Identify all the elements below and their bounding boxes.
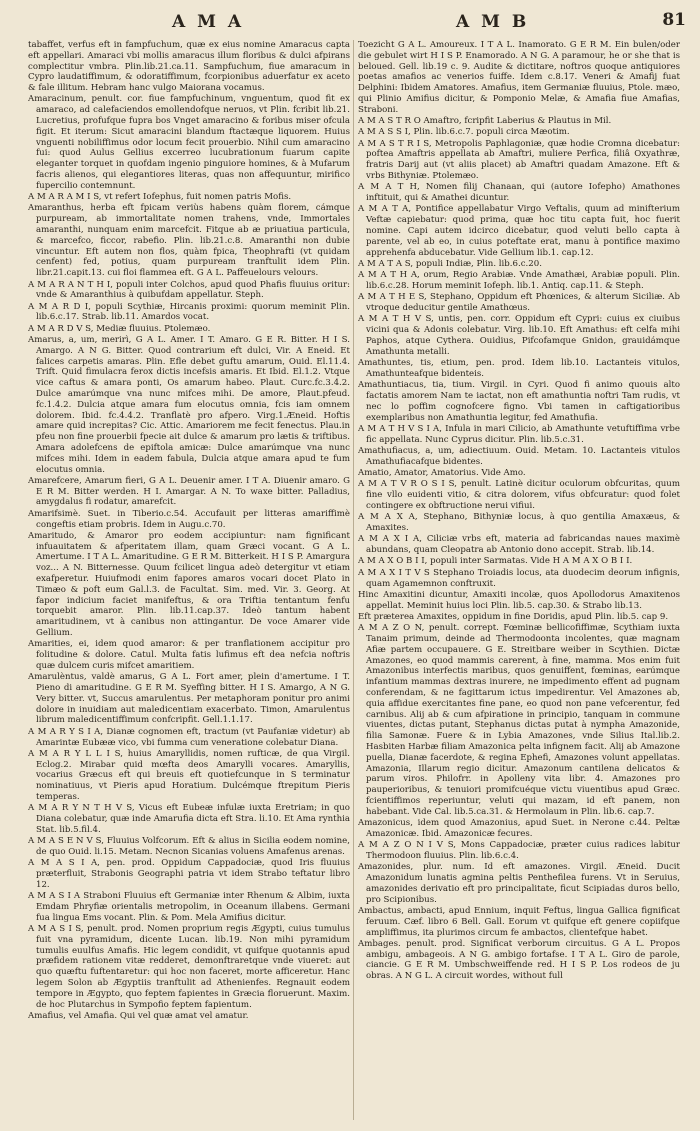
dictionary-entry: Amarulèntus, valdè amarus, G A L. Fort amer, plein d'amertume. I T. Pieno di amaritudine. G E R M. Syeffing bitter. H I S. Amargo, A N G. Very bitter. vt, Succus amarulentus. Per metaphoram ponitur pro animi dolore in inuidiam aut maledicentiam exacerbato. Timon, Amarulentus librum maledicentiffimum confcripfit. Gell.1.1.17. — [28, 672, 350, 726]
dictionary-entry: A M A R Y N T H V S, Vicus eft Eubeæ infulæ iuxta Eretriam; in quo Diana colebatur, quæ inde Amarufia dicta eft Stra. li.10. Et Ama rynthia Stat. lib.5.fil.4. — [28, 803, 350, 835]
dictionary-entry: Amarefcere, Amarum fieri, G A L. Deuenir amer. I T A. Diuenir amaro. G E R M. Bitter werden. H I. Amargar. A N. To waxe bitter. Palladius, amygdalus fi rodatur, amarefcit. — [28, 475, 350, 508]
dictionary-entry: A M A Z O N, penult. corrept. Fœminæ bellicofiffimæ, Scythiam iuxta Tanaim primum, deinde ad Thermodoonta incolentes, quæ magnam Afiæ partem occupauere. G E. Streitbare weiber in Scythien. Dictæ Amazones, eo quod mammis carerent, à fine, mamma. Mos enim fuit Amazonibus interfectis maribus, quos genuiffent, fœminas, earúmque infantium mammas dextras inurere, ne impedimento effent ad pugnam conferendam, & ne fagittarum ictus impedirentur. Vel Amazones ab, quia affidue exercitantes fine pane, eo quod non pane vefcerentur, fed carnibus. Alij ab & cum afpiratione in principio, tanquam in commune viuentes, dictas putant, Stephanus dictas putat à nympha Amazonide, filia Samonæ. Fuere & in Lybia Amazones, vnde Silius Ital.lib.2. Hasbiten Harbæ filiam Amazonica pelta infignem facit. Alij ab Amazone puella, Dianæ facerdote, & regina Ephefi, Amazones volunt appellatas. Amazonia, Illarum regio dicitur. Amazonum cantilena delicatos & parum viros. Philofrr. in Apolleny vita libr. 4. Amazones pro pauperioribus, & tenuiori promifcuéque victu viuentibus apud Græc. fcientiffimos reperiuntur, veluti qui mazam, id eft panem, non habebant. Vide Cal. lib.5.ca.31. & Hermolaum in Plin. lib.6. cap.7. — [358, 623, 680, 817]
dictionary-entry: A M A S E N V S, Fluuius Volfcorum. Eft & alius in Sicilia eodem nomine, de quo Ouid. li.15. Metam. Necnon Sicanias voluens Amafenus arenas. — [28, 836, 350, 857]
dictionary-entry: Amathuntiacus, tia, tium. Virgil. in Cyri. Quod fi animo quouis alto factatis amorem Nam te iactat, non eft amathuntia noftri Tam rudis, vt nec lo poffim cognofcere figno. Vbi tamen in caftigatioribus exemplaribus non Amathuntia legitur, fed Amathufia. — [358, 380, 680, 423]
dictionary-entry: Ambages. penult. prod. Significat verborum circuitus. G A L. Propos ambigu, ambageois. A N G. ambigo fortafse. I T A L. Giro de parole, ciancie. G E R M. Umbschweiffende red. H I S P. Los rodeos de ju obras. A N G L. A circuit wordes, without full — [358, 938, 680, 982]
dictionary-entry: A M A T H E S, Stephano, Oppidum eft Phœnices, & alterum Siciliæ. Ab vtroque deducitur gentile Amathœus. — [358, 292, 680, 314]
dictionary-entry: A M A R A N T H I, populi inter Colchos, apud quod Phafis fluuius oritur: vnde & Amaranthius à quibufdam appellatur. Steph. — [28, 279, 350, 301]
dictionary-entry: A M A X O B I I, populi inter Sarmatas. Vide H A M A X O B I I. — [358, 556, 633, 567]
dictionary-entry: A M A R Y L L I S, huius Amaryllidis, nomen rufticæ, de qua Virgil. Eclog.2. Mirabar quid mœfta deos Amarylli vocares. Amaryllis, vocarius Græcus eft qui breuis eft quotiefcunque in S terminatur nominatiuus, vt Pieris apud Horatium. Dulcémque ftrepitum Pieris temperas. — [28, 748, 350, 802]
dictionary-entry: A M A S I S, penult. prod. Nomen proprium regis Ægypti, cuius tumulus fuit vna pyramidum, dicente Lucan. lib.19. Non mihi pyramidum tumulis euulfus Amafis. Hic legem condidit, vt quifque quotannis apud præfidem rationem vitæ redderet, demonftraretque vnde viueret: aut quo quæftu fuftentaretur: qui hoc non faceret, morte afficeretur. Hanc legem Solon ab Ægyptiis tranftulit ad Athenienfes. Regnauit eodem tempore in Ægypto, quo feptem fapientes in Græcia floruerunt. Maxim. de hoc Plutarchus in Sympofio feptem fapientum. — [28, 924, 350, 1010]
dictionary-entry: Hinc Amaxitini dicuntur, Amaxiti incolæ, quos Apollodorus Amaxitenos appellat. Meminit huius loci Plin. lib.5. cap.30. & Strabo lib.13. — [358, 589, 680, 611]
dictionary-entry: A M A R D V S, Mediæ fluuius. Ptolemæo. — [28, 323, 211, 334]
dictionary-entry: A M A S T R O Amaftro, fcripfit Laberius & Plautus in Mil. — [358, 116, 612, 127]
dictionary-entry: A M A T V R O S I S, penult. Latinè dicitur oculorum obfcuritas, quum fine vllo euidenti vitio, & citra dolorem, vifus obfcuratur: quod folet contingere ex obftructione nerui vifiui. — [358, 479, 680, 511]
dictionary-entry: A M A T H V S, untis, pen. corr. Oppidum eft Cypri: cuius ex ciuibus vicini qua & Adonis colebatur. Virg. lib.10. Eft Amathus: eft celfa mihi Paphos, atque Cythera. Ouidius, Pifcofamque Gnidon, grauidámque Amathunta metalli. — [358, 314, 680, 357]
dictionary-entry: A M A S S I, Plin. lib.6.c.7. populi circa Mæotim. — [358, 127, 570, 138]
left-text-column — [28, 40, 350, 1120]
dictionary-entry: A M A T H A, orum, Regio Arabiæ. Vnde Amathæi, Arabiæ populi. Plin. lib.6.c.28. Horum meminit Iofeph. lib.1. Antiq. cap.11. & Steph. — [358, 270, 680, 292]
column-divider — [353, 40, 354, 1120]
dictionary-entry: A M A S I A, pen. prod. Oppidum Cappadociæ, quod Iris fluuius præterfluit, Strabonis Geographi patria vt idem Strabo teftatur libro 12. — [28, 858, 350, 890]
dictionary-entry: Amafius, vel Amafia. Qui vel quæ amat vel amatur. — [28, 1010, 249, 1021]
dictionary-entry: A M A S T R I S, Metropolis Paphlagoniæ, quæ hodie Cromna dicebatur: poftea Amaftris appellata ab Amaftri, muliere Perfica, filiâ Oxyathræ, fratris Darij aut (vt aliis placet) ab Amaftri quadam Amazone. Eft & vrbs Bithyniæ. Ptolemæo. — [358, 138, 680, 182]
dictionary-entry: A M A S I A Straboni Fluuius eft Germaniæ inter Rhenum & Albim, iuxta Emdam Phryfiæ orientalis metropolim, in Oceanum illabens. Germani fua lingua Ems vocant. Plin. & Pom. Mela Amifius dicitur. — [28, 891, 350, 923]
left-running-title: A M A — [172, 12, 245, 32]
dictionary-entry: A M A T H, Nomen filij Chanaan, qui (autore Iofepho) Amathones inftituit, qui & Amathei dicuntur. — [358, 182, 680, 204]
dictionary-entry: A M A X I A, Ciliciæ vrbs eft, materia ad fabricandas naues maximè abundans, quam Cleopatra ab Antonio dono accepit. Strab. lib.14. — [358, 534, 680, 556]
page-number: 81 — [662, 10, 686, 30]
dictionary-entry: A M A T H V S I A, Infula in mari Cilicio, ab Amathunte vetuftiffima vrbe fic appellata. Nunc Cyprus dicitur. Plin. lib.5.c.31. — [358, 423, 680, 445]
dictionary-entry: Amatio, Amator, Amatorius. Vide Amo. — [358, 468, 526, 479]
dictionary-entry: A M A T A, Pontifice appellabatur Virgo Veftalis, quum ad minifterium Veftæ capiebatur: quod prima, quæ hoc titu capta fuit, hoc fuerit nomine. Capi autem idcirco dicebatur, quod veluti bello capta à parente, vel ab eo, in cuius poteftate erat, manu à pontifice maximo apprehenfa abducebatur. Vide Gellium lib.1. cap.12. — [358, 204, 680, 258]
dictionary-entry: A M A R D I, populi Scythiæ, Hircanis proximi: quorum meminit Plin. lib.6.c.17. Strab. lib.11. Amardos vocat. — [28, 301, 350, 323]
dictionary-entry: Amathuntes, tis, etium, pen. prod. Idem lib.10. Lactanteis vitulos, Amathunteafque bidenteis. — [358, 358, 680, 379]
dictionary-entry: A M A R A M I S, vt refert Iofephus, fuit nomen patris Mofis. — [28, 192, 292, 203]
dictionary-entry: Ambactus, ambacti, apud Ennium, inquit Feftus, lingua Gallica fignificat feruum. Cæf. libro 6 Bell. Gall. Eorum vt quifque eft genere copiifque ampliffimus, ita plurimos circum fe ambactos, clientefque habet. — [358, 905, 680, 938]
dictionary-entry: Amazonicus, idem quod Amazonius, apud Suet. in Nerone c.44. Peltæ Amazonicæ. Ibid. Amazonicæ fecures. — [358, 818, 680, 839]
dictionary-entry: Amathufiacus, a, um, adiectiuum. Ouid. Metam. 10. Lactanteis vitulos Amathufiacafque bidentes. — [358, 445, 680, 467]
dictionary-entry: Amaracinum, penult. cor. fiue fampfuchinum, vnguentum, quod fit ex amaraco, ad calefaciendos emollendofque neruos, vt Plin. fcribit lib.21. Lucretius, profufque fupra bos Vnget amaracino & foribus miser ofcula figit. Et iterum: Sicut amaracini blandum ftactæque liquorem. Huius vnguenti nobiliffimus odor locum fecit prouerbio. Nihil cum amaracino fui: quod Aulus Gellius excerreo lucubrationum fuarum capite eleganter torquet in quofdam ingenio pinguiore homines, & à Mufarum facris alienos, qui elegantiores literas, quas non affequuntur, mirifico fupercilio contemnunt. — [28, 94, 350, 191]
dictionary-entry: A M A Z O N I V S, Mons Cappadociæ, præter cuius radices labitur Thermodoon fluuius. Plin. lib.6.c.4. — [358, 840, 680, 861]
dictionary-entry: Amazonides, plur. num. Id eft amazones. Virgil. Æneid. Ducit Amazonidum lunatis agmina peltis Penthefilea furens. Vt in Seruius, amazonides derivatio eft pro principalitate, ficut Scipiadas duros bello, pro Scipionibus. — [358, 862, 680, 905]
running-header — [0, 8, 700, 38]
dictionary-entry: Amaranthus, herba eft fpicam veriùs habens quàm florem, cámque purpuream, ab immortalitate nomen trahens, vnde, Immortales amaranthi, nunquam enim marcefcit. Fitque ab æ priuatiua particula, & marcefco, ficcor, rabefio. Plin. lib.21.c.8. Amaranthi non dubie vincuntur. Eft autem non flos, quàm fpica, Theophrafti (vt quidam cenfent) fed, potius, quam purpuream tranftulit idem Plin. libr.21.capit.13. cui floi flammea eft. G A L. Paffeuelours velours. — [28, 203, 350, 279]
dictionary-entry: A M A R Y S I A, Dianæ cognomen eft, tractum (vt Paufaniæ videtur) ab Amarintæ Eubææ vico, vbi fumma cum veneratione colebatur Diana. — [28, 726, 350, 748]
dictionary-entry: Amarus, a, um, merirì, G A L. Amer. I T. Amaro. G E R. Bitter. H I S. Amargo. A N G. Bitter. Quod contrarium eft dulci, Vir. A Eneid. Et falices carpetis amaras. Plin. Efle debet guftu amarum, Ouid. El.11.4. Trift. Quid fimulacra ferox dictis incefsis amaris. Et Ibid. El.1.2. Vtque vice caftus & amara ponti, Os amarum habeo. Plaut. Curc.fc.3.4.2. Dulce amarúmque vna nunc mifces mihi. De amore, Plaut.pfeud. fc.1.4.2. Dulcia atque amara fum elocutus omnia, fcis iam omnem dolorem. Ibid. fc.4.4.2. Tranflatè pro afpero. Virg.1.Æneid. Hoftis amare quid increpitas? Cic. Attic. Amariorem me fecit fenectus. Plau.in pfeu non fine prouerbii fpecie ait dulce & amarum pro lætis & triftibus. Amara adolefcens de epiftola amicæ: Dulce amarúmque vna nunc mifces mihi. Idem in eadem fabula, Dulcia atque amara apud te fum elocutus omnia. — [28, 335, 350, 475]
dictionary-entry: A M A X A, Stephano, Bithyniæ locus, à quo gentilia Amaxæus, & Amaxites. — [358, 512, 680, 534]
dictionary-entry: Amaritudo, & Amaror pro eodem accipiuntur: nam fignificant infuauitatem & afperitatem illam, quam Græci vocant. G A L. Amertume. I T A L. Amaritudine. G E R M. Bitterkeit. H I S P. Amargura voz... A N. Bitternesse. Quum fcilicet lingua adeò detergitur vt etiam exafperetur. Huiufmodi enim fapores amaros vocari docet Plato in Timæo & poft eum Gal.l.3. de Facultat. Sim. med. Vir. 3. Georg. At fapor indicium faciet manifeftus, & ora Triftia tentantum fenfu torquebit amaror. Plin. lib.11.cap.37. Ideò tantum habent amaritudinem, vt à canibus non attingantur. De voce Amarer vide Gellium. — [28, 530, 350, 639]
dictionary-entry: Amarities, ei, idem quod amaror: & per tranflationem accipitur pro folitudine & dolore. Catul. Multa fatis lufimus eft dea nefcia noftris quæ dulcem curis mifcet amaritiem. — [28, 639, 350, 671]
dictionary-entry: Toezicht G A L. Amoureux. I T A L. Inamorato. G E R M. Ein bulen/oder die gebulet wirt H I S P. Enamorado. A N G. A paramour, he or she that is beloued. Gell. lib.19 c. 9. Audite & dictitare, noftros quoque antiquiores poetas amafios ac venerios fuiffe. Idem c.8.17. Veneri & Amafij fuat Delphini: Ibidem Amatores. Amafius, item Germaniæ fluuius, Ptole. mæo, qui Plinio Amifius dicitur, & Pomponio Melæ, & Amafia fiue Amafias, Straboni. — [358, 40, 680, 115]
dictionary-entry: Amarifsimè. Suet. in Tiberio.c.54. Accufauit per litteras amariffimè congeftis etiam probris. Idem in Augu.c.70. — [28, 508, 350, 530]
right-running-title: A M B — [456, 12, 530, 32]
dictionary-entry: Eft præterea Amaxites, oppidum in fine Doridis, apud Plin. lib.5. cap 9. — [358, 611, 669, 622]
right-text-column — [358, 40, 680, 1120]
dictionary-entry: A M A X I T V S Stephano Troiadis locus, ata duodecim deorum infignis, quam Agamemnon conftruxit. — [358, 567, 680, 589]
dictionary-entry: A M A T A S, populi Indiæ, Plin. lib.6.c.20. — [358, 258, 542, 269]
dictionary-entry: tabaffet, verfus eft in fampfuchum, quæ ex eius nomine Amaracus capta eft appellari. Amaraci vbi mollis amaracus illum floribus & dulci afpirans complectitur vmbra. Plin.lib.21.ca.11. Sampfuchum, fiue amaracum in Cypro laudatiffimum, & odoratiffimum, fcorpionibus aduerfatur ex aceto & fale illitum. Hebram hanc vulgo Maiorana vocamus. — [28, 40, 350, 94]
